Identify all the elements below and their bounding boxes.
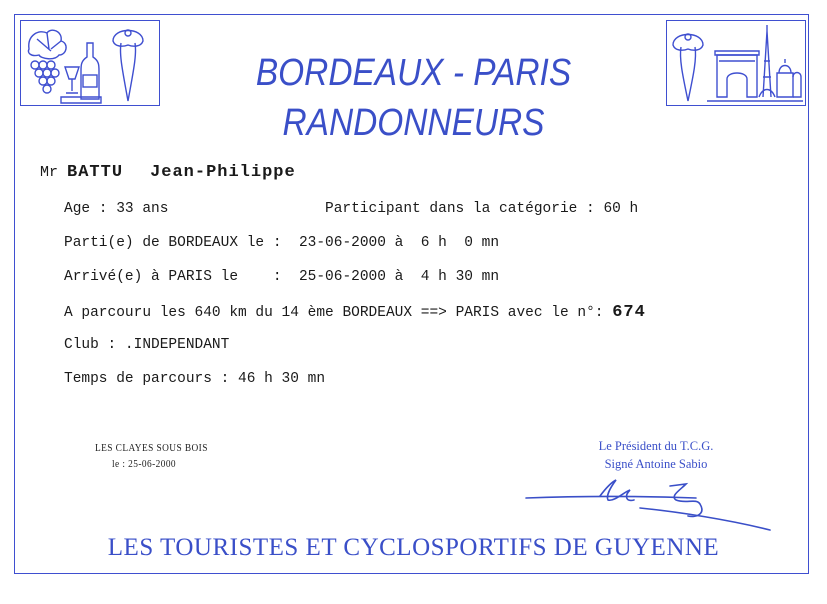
distance-text: A parcouru les 640 km du 14 ème BORDEAUX ==> PARIS avec le n°: (64, 305, 604, 321)
arrival-line: Arrivé(e) à PARIS le : 25-06-2000 à 4 h 30 mn (64, 269, 500, 285)
participant-number: 674 (612, 303, 646, 322)
president-title: Le Président du T.C.G. (598, 439, 714, 453)
place-city: LES CLAYES SOUS BOIS (95, 442, 208, 454)
age-line: Age : 33 ans (64, 201, 169, 217)
distance-line (64, 303, 646, 322)
club-line: Club : .INDEPENDANT (64, 337, 230, 353)
place-date: le : 25-06-2000 (112, 458, 177, 470)
title-line-2: RANDONNEURS (282, 102, 545, 144)
time-line: Temps de parcours : 46 h 30 mn (64, 371, 326, 387)
departure-line: Parti(e) de BORDEAUX le : 23-06-2000 à 6 h 0 mn (64, 235, 500, 251)
footer-organization: LES TOURISTES ET CYCLOSPORTIFS DE GUYENNE (107, 534, 720, 561)
participant-name (40, 163, 296, 182)
first-name: Jean-Philippe (150, 163, 296, 182)
last-name: BATTU (67, 163, 124, 182)
civility: Mr (40, 164, 59, 181)
title-line-1: BORDEAUX - PARIS (255, 52, 572, 94)
signature-icon (520, 474, 780, 534)
president-signed: Signé Antoine Sabio (604, 457, 708, 471)
category-line: Participant dans la catégorie : 60 h (325, 201, 639, 217)
